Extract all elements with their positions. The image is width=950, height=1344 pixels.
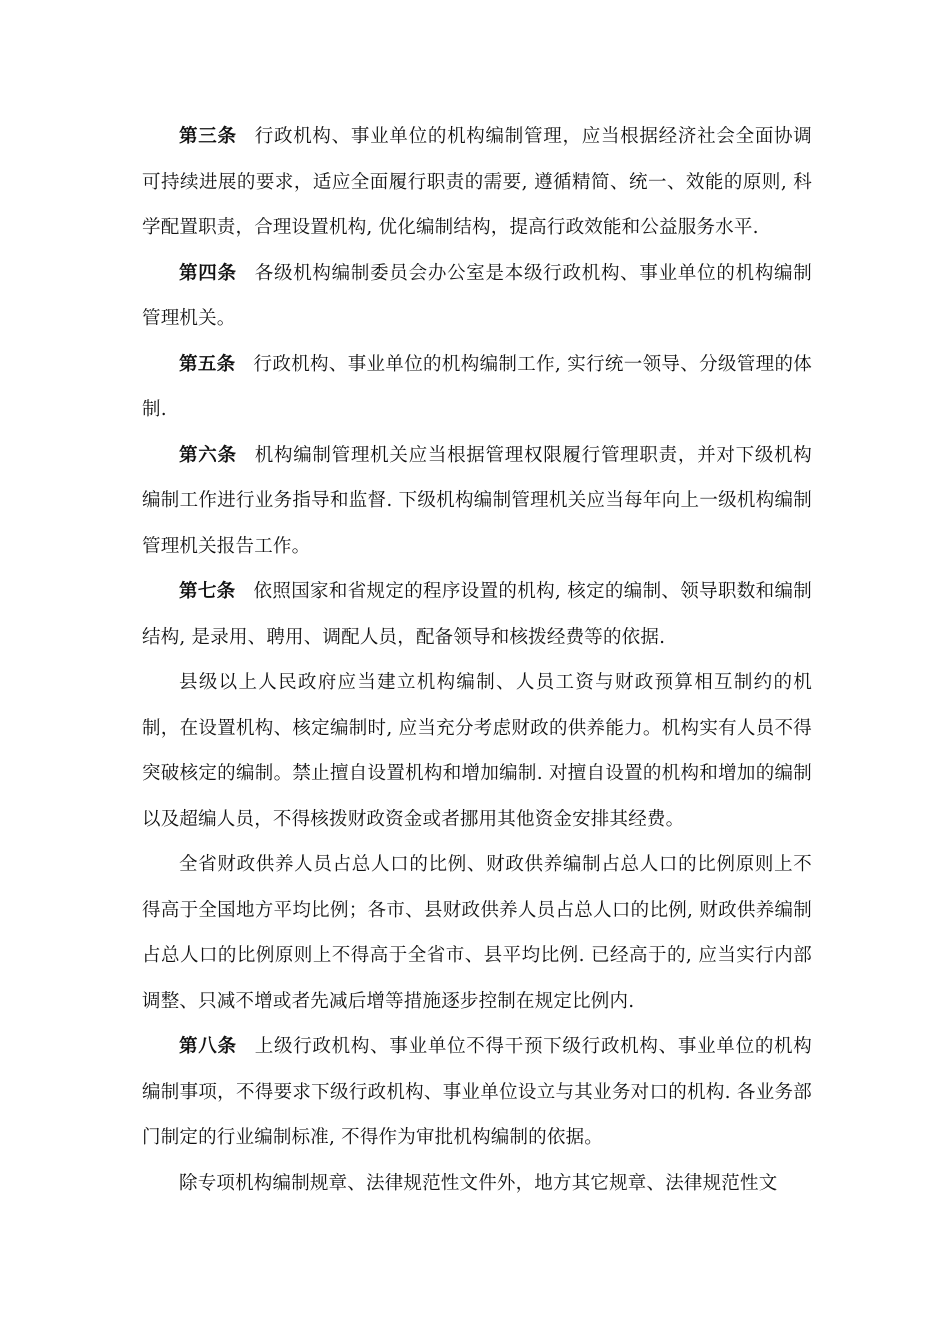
paragraph-article-6 xyxy=(142,433,812,570)
document-page xyxy=(142,114,812,1206)
paragraph-text: 县级以上人民政府应当建立机构编制、人员工资与财政预算相互制约的机制，在设置机构、核定编制时, 应当充分考虑财政的供养能力。机构实有人员不得突破核定的编制。禁止擅自设置机构和增加编制. 对擅自设置的机构和增加的编制以及超编人员，不得核拨财政资金或者挪用其他资金安排其经费。 xyxy=(142,672,812,830)
paragraph-article-3 xyxy=(142,114,812,251)
paragraph-article-8-clause-2 xyxy=(142,1161,812,1207)
paragraph-article-7-clause-2 xyxy=(142,660,812,842)
article-heading: 第八条 xyxy=(179,1036,237,1057)
paragraph-text: 依照国家和省规定的程序设置的机构, 核定的编制、领导职数和编制结构, 是录用、聘用、调配人员，配备领导和核拨经费等的依据. xyxy=(142,581,812,648)
article-heading: 第六条 xyxy=(179,444,237,466)
article-heading: 第七条 xyxy=(179,581,236,602)
paragraph-text: 行政机构、事业单位的机构编制管理，应当根据经济社会全面协调可持续进展的要求，适应全面履行职责的需要, 遵循精简、统一、效能的原则, 科学配置职责，合理设置机构, 优化编制结构，提高行政效能和公益服务水平. xyxy=(142,126,812,238)
paragraph-text: 行政机构、事业单位的机构编制工作, 实行统一领导、分级管理的体制. xyxy=(142,353,812,420)
article-heading: 第五条 xyxy=(179,353,236,375)
paragraph-article-7 xyxy=(142,569,812,660)
article-heading: 第三条 xyxy=(179,126,237,147)
paragraph-article-5 xyxy=(142,342,812,433)
paragraph-text: 各级机构编制委员会办公室是本级行政机构、事业单位的机构编制管理机关。 xyxy=(142,262,812,329)
paragraph-article-4 xyxy=(142,251,812,342)
paragraph-text: 除专项机构编制规章、法律规范性文件外，地方其它规章、法律规范性文 xyxy=(179,1172,778,1194)
article-heading: 第四条 xyxy=(179,262,237,284)
paragraph-text: 全省财政供养人员占总人口的比例、财政供养编制占总人口的比例原则上不得高于全国地方平均比例；各市、县财政供养人员占总人口的比例, 财政供养编制占总人口的比例原则上不得高于全省市、县平均比例. 已经高于的, 应当实行内部调整、只减不增或者先减后增等措施逐步控制在规定比例内. xyxy=(142,854,812,1012)
paragraph-text: 上级行政机构、事业单位不得干预下级行政机构、事业单位的机构编制事项，不得要求下级行政机构、事业单位设立与其业务对口的机构. 各业务部门制定的行业编制标准, 不得作为审批机构编制的依据。 xyxy=(142,1036,812,1148)
paragraph-text: 机构编制管理机关应当根据管理权限履行管理职责，并对下级机构编制工作进行业务指导和监督. 下级机构编制管理机关应当每年向上一级机构编制管理机关报告工作。 xyxy=(142,444,812,557)
paragraph-article-7-clause-3 xyxy=(142,842,812,1024)
paragraph-article-8 xyxy=(142,1024,812,1161)
